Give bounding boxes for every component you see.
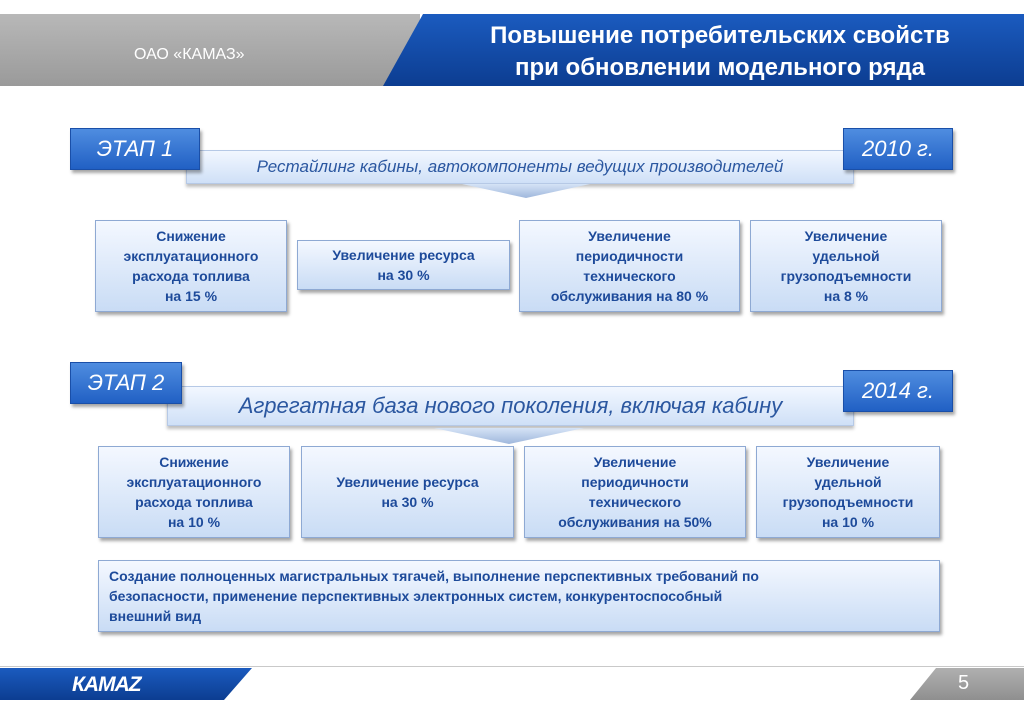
card-line: обслуживания на 80 % (550, 288, 709, 304)
summary-line: внешний вид (109, 608, 202, 624)
stage-1-card-fuel (95, 220, 287, 312)
stage-2-label: ЭТАП 2 (70, 362, 182, 404)
stage-1-card-maintenance (519, 220, 740, 312)
card-line: Увеличение (588, 228, 671, 244)
stage-2-card-maintenance (524, 446, 746, 538)
kamaz-logo: КАМАZ (72, 673, 141, 696)
card-line: эксплуатационного (126, 474, 262, 490)
card-line: на 10 % (821, 514, 875, 530)
stage-1-banner: Рестайлинг кабины, автокомпоненты ведущих производителей (186, 150, 854, 184)
stage-2-card-payload (756, 446, 940, 538)
card-line: на 10 % (167, 514, 221, 530)
card-line: Увеличение (806, 454, 890, 470)
footer-divider (0, 666, 1024, 667)
stage-2-year: 2014 г. (843, 370, 953, 412)
card-line: грузоподъемности (780, 268, 912, 284)
card-line: периодичности (575, 248, 684, 264)
card-line: на 30 % (381, 494, 434, 510)
card-line: эксплуатационного (123, 248, 259, 264)
card-line: на 15 % (164, 288, 218, 304)
card-line: на 30 % (377, 267, 430, 283)
stage-1-year: 2010 г. (843, 128, 953, 170)
card-line: обслуживания на 50% (558, 514, 712, 530)
page-number: 5 (958, 672, 970, 694)
slide-title-line-2: при обновлении модельного ряда (514, 54, 926, 81)
summary-line: безопасности, применение перспективных электронных систем, конкурентоспособный (109, 588, 723, 604)
card-line: на 8 % (823, 288, 869, 304)
stage-2-card-resource (301, 446, 514, 538)
card-line: расхода топлива (135, 494, 253, 510)
stage-2-summary (98, 560, 940, 632)
card-line: периодичности (581, 474, 689, 490)
card-line: расхода топлива (132, 268, 250, 284)
card-line: Снижение (156, 228, 226, 244)
card-line: Увеличение (804, 228, 888, 244)
stage-2-banner: Агрегатная база нового поколения, включая кабину (167, 386, 854, 426)
card-line: Снижение (159, 454, 229, 470)
stage-2-down-arrow-icon (434, 428, 584, 444)
company-name: ОАО «КАМАЗ» (134, 46, 245, 63)
slide-title-line-1: Повышение потребительских свойств (490, 22, 950, 49)
stage-1-card-resource (297, 240, 510, 290)
card-line: Увеличение ресурса (336, 474, 479, 490)
card-line: грузоподъемности (782, 494, 914, 510)
stage-2-card-fuel (98, 446, 290, 538)
stage-1-card-payload (750, 220, 942, 312)
card-line: удельной (814, 474, 882, 490)
stage-1-down-arrow-icon (462, 184, 590, 198)
card-line: удельной (812, 248, 880, 264)
card-line: Увеличение ресурса (332, 247, 475, 263)
summary-line: Создание полноценных магистральных тягачей, выполнение перспективных требований по (109, 568, 759, 584)
slide-title (430, 20, 1010, 84)
stage-1-label: ЭТАП 1 (70, 128, 200, 170)
card-line: Увеличение (593, 454, 677, 470)
card-line: технического (588, 494, 682, 510)
card-line: технического (583, 268, 676, 284)
